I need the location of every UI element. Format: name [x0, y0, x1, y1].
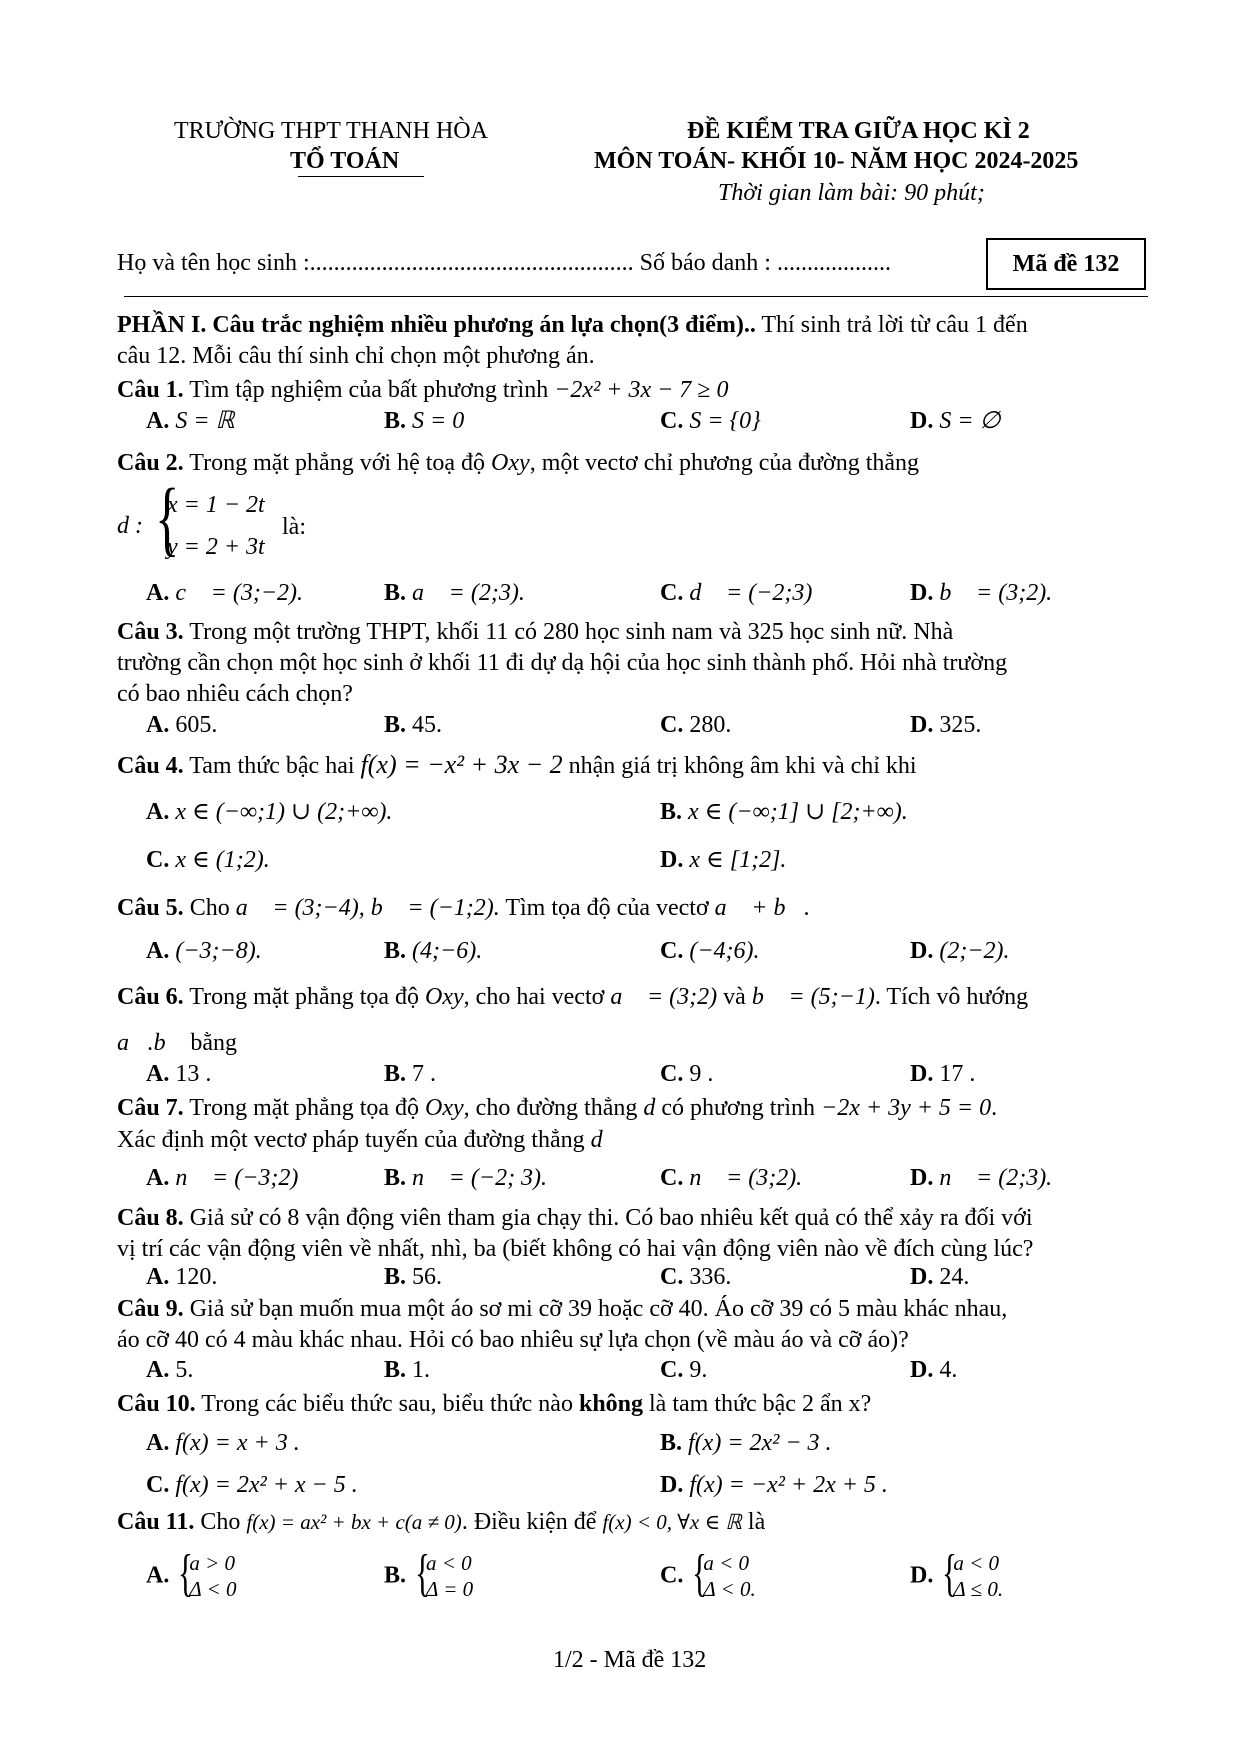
q6-a: 13 . — [175, 1061, 212, 1087]
q10-option-c[interactable] — [146, 1470, 358, 1501]
option-label: A. — [146, 1430, 170, 1456]
q8-c: 336. — [689, 1264, 732, 1290]
option-label: D. — [910, 1357, 934, 1383]
option-label: C. — [660, 1165, 684, 1191]
q9-b: 1. — [412, 1357, 431, 1383]
question-2 — [117, 448, 919, 479]
q9-a: 5. — [175, 1357, 194, 1383]
q8-d: 24. — [939, 1264, 970, 1290]
q5-option-d[interactable] — [910, 936, 1010, 967]
option-label: A. — [146, 938, 170, 964]
q11-label: Câu 11. — [117, 1509, 195, 1535]
q8-b: 56. — [412, 1264, 443, 1290]
q6-e2: b⃗ = (5;−1) — [751, 984, 875, 1010]
q9-c: 9. — [689, 1357, 708, 1383]
q6-option-d[interactable] — [910, 1059, 975, 1090]
q11-b2: Δ = 0 — [426, 1577, 474, 1601]
q9-label: Câu 9. — [117, 1296, 184, 1322]
q11-a-system — [175, 1550, 236, 1602]
q10-c: f(x) = 2x² + x − 5 . — [175, 1472, 358, 1498]
q6-c: 9 . — [689, 1061, 714, 1087]
q5-b: (4;−6). — [412, 938, 483, 964]
q2-option-a[interactable] — [146, 578, 303, 609]
q6-dot: a⃗.b⃗ — [117, 1030, 185, 1056]
student-info-field[interactable]: Họ và tên học sinh :...................................................... Số báo danh : ................... — [117, 250, 891, 276]
option-label: A. — [146, 799, 170, 825]
q11-option-d[interactable] — [910, 1550, 1003, 1602]
option-label: B. — [660, 799, 683, 825]
q2-text2: , một vectơ chỉ phương của đường thẳng — [529, 450, 920, 476]
q11-d2: Δ ≤ 0. — [953, 1577, 1004, 1601]
q5-option-b[interactable] — [384, 936, 482, 967]
option-label: D. — [660, 847, 684, 873]
q2-option-c[interactable] — [660, 578, 812, 609]
q3-option-d[interactable] — [910, 710, 981, 741]
q7-d-opt: n⃗ = (2;3). — [939, 1165, 1053, 1191]
q7-b: n⃗ = (−2; 3). — [412, 1165, 548, 1191]
q6-line2 — [117, 1028, 237, 1059]
option-label: B. — [384, 1357, 407, 1383]
option-label: C. — [660, 1061, 684, 1087]
option-label: B. — [384, 1562, 407, 1589]
option-label: D. — [910, 712, 934, 738]
question-8 — [117, 1203, 1033, 1234]
q4-b: x ∈ (−∞;1] ∪ [2;+∞). — [688, 799, 908, 825]
option-label: D. — [910, 1165, 934, 1191]
page-footer: 1/2 - Mã đề 132 — [553, 1647, 707, 1673]
q3-option-b[interactable] — [384, 710, 442, 741]
q11-tail: . Điều kiện để — [461, 1509, 603, 1535]
q5-a: (−3;−8). — [175, 938, 262, 964]
q1-option-a[interactable] — [146, 406, 235, 437]
q4-c: x ∈ (1;2). — [175, 847, 270, 873]
q7-option-b[interactable] — [384, 1163, 547, 1194]
question-10 — [117, 1389, 871, 1420]
option-label: B. — [384, 580, 407, 606]
q6-b: 7 . — [412, 1061, 437, 1087]
q2-b: a⃗ = (2;3). — [412, 580, 525, 606]
q9-line2: áo cỡ 40 có 4 màu khác nhau. Hỏi có bao nhiêu sự lựa chọn (về màu áo và cỡ áo)? — [117, 1327, 909, 1353]
question-7: Câu 7. Trong mặt phẳng tọa độ Oxy, cho đường thẳng d có phương trình −2x + 3y + 5 = 0. — [117, 1095, 998, 1121]
q8-label: Câu 8. — [117, 1205, 184, 1231]
q6-option-a[interactable] — [146, 1059, 211, 1090]
subject-line: MÔN TOÁN- KHỐI 10- NĂM HỌC 2024-2025 — [594, 148, 1079, 174]
q4-expr: f(x) = −x² + 3x − 2 — [360, 750, 563, 779]
q1-c: S = {0} — [689, 408, 761, 434]
part1-title: PHẦN I. Câu trắc nghiệm nhiều phương án lựa chọn(3 điểm).. — [117, 312, 756, 338]
q7-option-d[interactable] — [910, 1163, 1052, 1194]
q11-option-b[interactable] — [384, 1550, 473, 1602]
q3-label: Câu 3. — [117, 619, 184, 645]
exam-code-box: Mã đề 132 — [986, 238, 1146, 290]
q6-text: Trong mặt phẳng tọa độ — [183, 984, 426, 1010]
school-name: TRƯỜNG THPT THANH HÒA — [174, 118, 488, 144]
option-label: C. — [660, 712, 684, 738]
q4-label: Câu 4. — [117, 753, 184, 779]
q1-option-c[interactable] — [660, 406, 761, 437]
q4-option-c[interactable] — [146, 845, 270, 876]
q10-d: f(x) = −x² + 2x + 5 . — [689, 1472, 888, 1498]
q1-a: S = ℝ — [175, 408, 235, 434]
q2-tail: là: — [282, 514, 306, 540]
option-label: B. — [384, 712, 407, 738]
q2-option-d[interactable] — [910, 578, 1052, 609]
q7-text2: , cho đường thẳng — [463, 1095, 644, 1121]
group-underline — [298, 176, 424, 177]
q2-oxy: Oxy — [491, 450, 530, 476]
q8-option-d[interactable] — [910, 1262, 969, 1293]
q9-line1: Giả sử bạn muốn mua một áo sơ mi cỡ 39 hoặc cỡ 40. Áo cỡ 39 có 5 màu khác nhau, — [183, 1296, 1008, 1322]
q7-text3: có phương trình — [655, 1095, 822, 1121]
q11-a1: { a > 0 — [189, 1551, 236, 1575]
option-label: D. — [910, 938, 934, 964]
q10-b: f(x) = 2x² − 3 . — [688, 1430, 832, 1456]
q8-line2: vị trí các vận động viên về nhất, nhì, ba (biết không có hai vận động viên nào về đích cùng lúc? — [117, 1236, 1034, 1262]
option-label: B. — [384, 938, 407, 964]
option-label: A. — [146, 580, 170, 606]
q8-a: 120. — [175, 1264, 218, 1290]
q3-option-c[interactable] — [660, 710, 731, 741]
option-label: A. — [146, 408, 170, 434]
option-label: A. — [146, 1357, 170, 1383]
q4-option-a[interactable] — [146, 797, 392, 828]
q11-d-system — [939, 1550, 1003, 1602]
q5-tail: Tìm tọa độ của vectơ — [499, 895, 715, 921]
question-6 — [117, 982, 1028, 1013]
q6-option-c[interactable] — [660, 1059, 713, 1090]
option-label: B. — [384, 1264, 407, 1290]
q10-option-d[interactable] — [660, 1470, 888, 1501]
q1-d: S = ∅ — [939, 408, 1001, 434]
option-label: B. — [384, 408, 407, 434]
q7-option-c[interactable] — [660, 1163, 802, 1194]
q2-d: d : — [117, 512, 143, 539]
question-9 — [117, 1294, 1007, 1325]
q11-c-system — [689, 1550, 755, 1602]
q8-option-b[interactable] — [384, 1262, 442, 1293]
q11-c2: Δ < 0. — [703, 1577, 756, 1601]
q9-option-d[interactable] — [910, 1355, 957, 1386]
q6-label: Câu 6. — [117, 984, 184, 1010]
q3-c: 280. — [689, 712, 732, 738]
option-label: B. — [660, 1430, 683, 1456]
option-label: A. — [146, 1165, 170, 1191]
question-4 — [117, 749, 917, 782]
q11-text: Cho — [194, 1509, 247, 1535]
q6-e1: a⃗ = (3;2) — [610, 984, 718, 1010]
q10-label: Câu 10. — [117, 1391, 196, 1417]
q11-expr2: f(x) < 0, ∀x ∈ ℝ — [602, 1510, 742, 1534]
q2-option-b[interactable] — [384, 578, 525, 609]
q9-option-a[interactable] — [146, 1355, 193, 1386]
option-label: D. — [910, 1264, 934, 1290]
header-divider — [124, 296, 1148, 297]
q5-label: Câu 5. — [117, 895, 184, 921]
q11-d1: { a < 0 — [953, 1551, 1000, 1575]
q5-d: (2;−2). — [939, 938, 1010, 964]
q8-option-c[interactable] — [660, 1262, 731, 1293]
q11-b1: { a < 0 — [426, 1551, 472, 1575]
q8-option-a[interactable] — [146, 1262, 217, 1293]
q4-a: x ∈ (−∞;1) ∪ (2;+∞). — [175, 799, 393, 825]
option-label: C. — [660, 938, 684, 964]
q2-label: Câu 2. — [117, 450, 184, 476]
q10-option-b[interactable] — [660, 1428, 832, 1459]
question-5 — [117, 893, 810, 924]
q5-c: (−4;6). — [689, 938, 760, 964]
q6-d: 17 . — [939, 1061, 976, 1087]
q4-d: x ∈ [1;2]. — [689, 847, 787, 873]
q10-text: Trong các biểu thức sau, biểu thức nào — [195, 1391, 579, 1417]
q7-c: n⃗ = (3;2). — [689, 1165, 803, 1191]
q3-option-a[interactable] — [146, 710, 217, 741]
q8-line1: Giả sử có 8 vận động viên tham gia chạy thi. Có bao nhiêu kết quả có thể xảy ra đối với — [183, 1205, 1033, 1231]
q2-text: Trong mặt phẳng với hệ toạ độ — [183, 450, 492, 476]
option-label: D. — [910, 580, 934, 606]
q3-line1: Trong một trường THPT, khối 11 có 280 học sinh nam và 325 học sinh nữ. Nhà — [183, 619, 954, 645]
q6-l2tail: bằng — [184, 1030, 237, 1056]
part1-title-line — [117, 310, 1028, 341]
q4-tail: nhận giá trị không âm khi và chỉ khi — [562, 753, 917, 779]
option-label: C. — [146, 1472, 170, 1498]
q2-c: d⃗ = (−2;3) — [689, 580, 813, 606]
part1-desc2: câu 12. Mỗi câu thí sinh chỉ chọn một phương án. — [117, 343, 595, 369]
q11-option-c[interactable] — [660, 1550, 756, 1602]
question-3 — [117, 617, 953, 648]
exam-title: ĐỀ KIỂM TRA GIỮA HỌC KÌ 2 — [687, 118, 1030, 144]
q10-option-a[interactable] — [146, 1428, 300, 1459]
q10-bold: không — [578, 1391, 644, 1417]
q5-text: Cho — [183, 895, 236, 921]
option-label: C. — [660, 1264, 684, 1290]
question-11 — [117, 1507, 765, 1538]
q7-option-a[interactable] — [146, 1163, 298, 1194]
q7-line2 — [117, 1125, 603, 1156]
option-label: D. — [910, 1061, 934, 1087]
q6-tail: . Tích vô hướng — [874, 984, 1029, 1010]
option-label: C. — [146, 847, 170, 873]
q3-line3: có bao nhiêu cách chọn? — [117, 681, 353, 707]
q2-line1: { x = 1 − 2t — [167, 492, 265, 518]
option-label: A. — [146, 1061, 170, 1087]
q9-option-c[interactable] — [660, 1355, 707, 1386]
q11-option-a[interactable] — [146, 1550, 236, 1602]
q9-d: 4. — [939, 1357, 958, 1383]
q7-expr: −2x + 3y + 5 = 0 — [821, 1095, 992, 1121]
q1-text: Tìm tập nghiệm của bất phương trình — [183, 377, 555, 403]
q1-label: Câu 1. — [117, 377, 184, 403]
q5-expr2: a⃗ + b⃗. — [714, 895, 811, 921]
q1-b: S = 0 — [412, 408, 465, 434]
q4-option-b[interactable] — [660, 797, 908, 828]
option-label: C. — [660, 408, 684, 434]
q2-system — [149, 484, 265, 568]
q3-d: 325. — [939, 712, 982, 738]
option-label: D. — [660, 1472, 684, 1498]
q3-line2: trường cần chọn một học sinh ở khối 11 đi dự dạ hội của học sinh thành phố. Hỏi nhà trường — [117, 650, 1008, 676]
option-label: B. — [384, 1165, 407, 1191]
q10-a: f(x) = x + 3 . — [175, 1430, 300, 1456]
q2-d-opt: b⃗ = (3;2). — [939, 580, 1053, 606]
option-label: C. — [660, 580, 684, 606]
q2-line2: y = 2 + 3t — [167, 534, 265, 560]
q6-oxy: Oxy — [425, 984, 464, 1010]
q7-oxy: Oxy — [425, 1095, 464, 1121]
option-label: C. — [660, 1562, 684, 1589]
option-label: A. — [146, 1562, 170, 1589]
q2-a: c⃗ = (3;−2). — [175, 580, 304, 606]
q1-expr: −2x² + 3x − 7 ≥ 0 — [554, 377, 729, 403]
option-label: D. — [910, 1562, 934, 1589]
q7-a: n⃗ = (−3;2) — [175, 1165, 299, 1191]
q6-text2: , cho hai vectơ — [463, 984, 611, 1010]
q6-va: và — [717, 984, 752, 1010]
q11-c1: { a < 0 — [703, 1551, 750, 1575]
q5-option-a[interactable] — [146, 936, 262, 967]
q2-line-system — [117, 484, 265, 568]
q6-option-b[interactable] — [384, 1059, 436, 1090]
q5-expr: a⃗ = (3;−4), b⃗ = (−1;2). — [235, 895, 500, 921]
q3-a: 605. — [175, 712, 218, 738]
q11-expr: f(x) = ax² + bx + c(a ≠ 0) — [246, 1510, 462, 1534]
q10-tail: là tam thức bậc 2 ẩn x? — [643, 1391, 872, 1417]
q11-a2: Δ < 0 — [189, 1577, 237, 1601]
q5-option-c[interactable] — [660, 936, 760, 967]
part1-desc1: Thí sinh trả lời từ câu 1 đến — [755, 312, 1028, 338]
group-name: TỔ TOÁN — [290, 148, 400, 174]
q7-d: d — [643, 1095, 656, 1121]
q3-b: 45. — [412, 712, 443, 738]
q11-tail2: là — [741, 1509, 766, 1535]
question-1 — [117, 375, 728, 406]
option-label: D. — [910, 408, 934, 434]
q7-l2: Xác định một vectơ pháp tuyến của đường thẳng — [117, 1127, 591, 1153]
q11-b-system — [412, 1550, 473, 1602]
time-limit: Thời gian làm bài: 90 phút; — [718, 180, 985, 206]
option-label: A. — [146, 1264, 170, 1290]
option-label: B. — [384, 1061, 407, 1087]
q4-option-d[interactable] — [660, 845, 786, 876]
q7-text: Trong mặt phẳng tọa độ — [183, 1095, 426, 1121]
q7-l2var: d — [590, 1127, 603, 1153]
q1-option-b[interactable] — [384, 406, 464, 437]
option-label: C. — [660, 1357, 684, 1383]
option-label: A. — [146, 712, 170, 738]
q7-label: Câu 7. — [117, 1095, 184, 1121]
q1-option-d[interactable] — [910, 406, 1000, 437]
q9-option-b[interactable] — [384, 1355, 430, 1386]
q4-text: Tam thức bậc hai — [183, 753, 361, 779]
